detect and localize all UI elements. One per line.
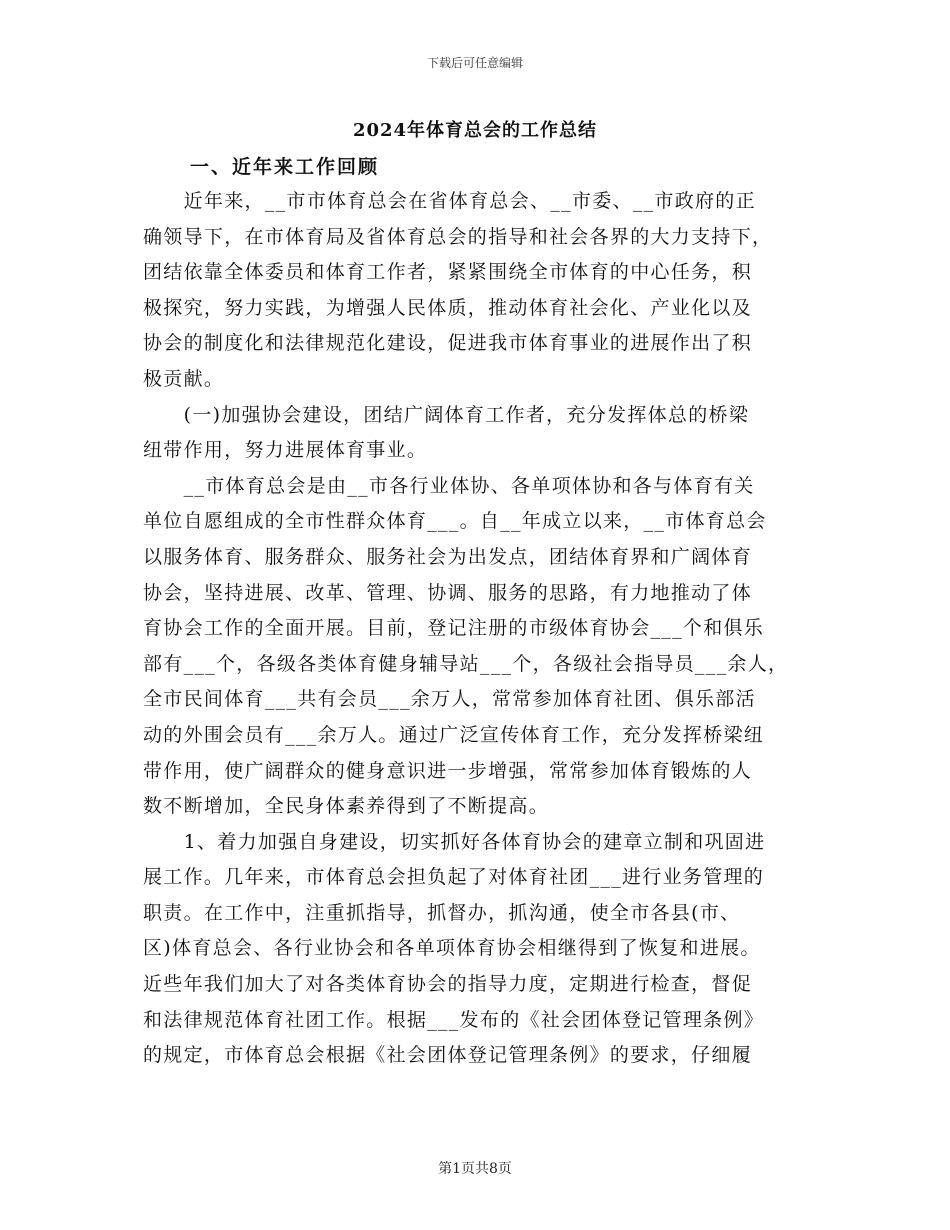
text-line: 1、着力加强自身建设，切实抓好各体育协会的建章立制和巩固进 [143,830,766,853]
text-line: 协会的制度化和法律规范化建设，促进我市体育事业的进展作出了积 [143,332,753,355]
text-line: 极探究，努力实践，为增强人民体质，推动体育社会化、产业化以及 [143,296,753,319]
document-title: 2024年体育总会的工作总结 [352,120,598,141]
text-line: 近些年我们加大了对各类体育协会的指导力度，定期进行检查，督促 [143,973,753,996]
text-line: 协会，坚持进展、改革、管理、协调、服务的思路，有力地推动了体 [143,581,753,604]
section-heading: 一、近年来工作回顾 [190,156,380,178]
body-text [143,184,808,1074]
text-line: 确领导下，在市体育局及省体育总会的指导和社会各界的大力支持下， [143,225,773,248]
text-line: 全市民间体育___共有会员___余万人，常常参加体育社团、俱乐部活 [143,688,756,711]
text-line: 纽带作用，努力进展体育事业。 [143,439,428,462]
text-line: 和法律规范体育社团工作。根据___发布的《社会团体登记管理条例》 [143,1008,765,1031]
text-line: 数不断增加，全民身体素养得到了不断提高。 [143,795,550,818]
text-line: __市体育总会是由__市各行业体协、各单项体协和各与体育有关 [143,474,755,497]
text-line: 育协会工作的全面开展。目前，登记注册的市级体育协会___个和俱乐 [143,617,765,640]
text-line: 部有___个，各级各类体育健身辅导站___个，各级社会指导员___余人， [143,652,789,675]
text-line: (一)加强协会建设，团结广阔体育工作者，充分发挥体总的桥梁 [143,403,750,426]
page-number-footer: 第1页共8页 [438,1161,512,1177]
text-line: 职责。在工作中，注重抓指导，抓督办，抓沟通，使全市各县(市、 [143,901,741,924]
text-line: 近年来，__市市体育总会在省体育总会、__市委、__市政府的正 [143,190,756,212]
text-line: 动的外围会员有___余万人。通过广泛宣传体育工作，充分发挥桥梁纽 [143,723,765,746]
text-line: 团结依靠全体委员和体育工作者，紧紧围绕全市体育的中心任务，积 [143,261,753,284]
text-line: 的规定，市体育总会根据《社会团体登记管理条例》的要求，仔细履 [143,1044,753,1067]
text-line: 展工作。几年来，市体育总会担负起了对体育社团___进行业务管理的 [143,866,765,889]
text-line: 极贡献。 [143,367,225,390]
text-line: 区)体育总会、各行业协会和各单项体育协会相继得到了恢复和进展。 [143,937,761,960]
header-note: 下载后可任意编辑 [426,56,523,70]
text-line: 单位自愿组成的全市性群众体育___。自__年成立以来，__市体育总会 [143,510,767,533]
text-line: 以服务体育、服务群众、服务社会为出发点，团结体育界和广阔体育 [143,545,753,568]
text-line: 带作用，使广阔群众的健身意识进一步增强，常常参加体育锻炼的人 [143,759,753,782]
